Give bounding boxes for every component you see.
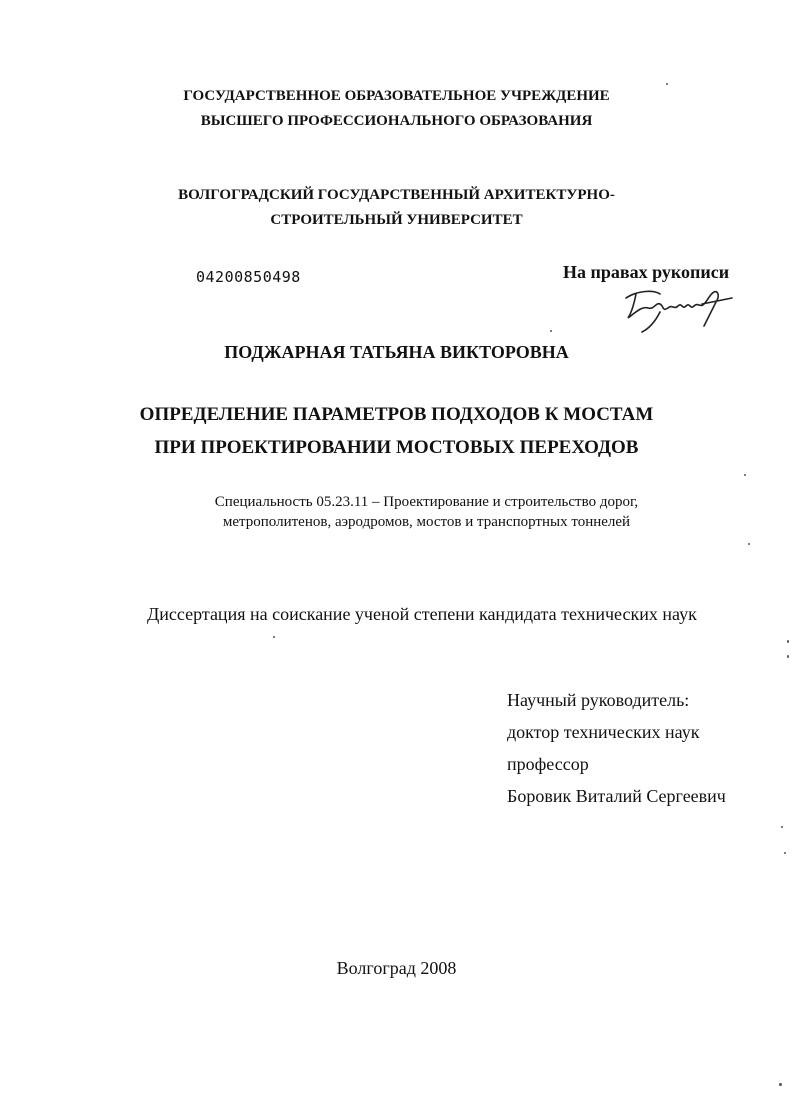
scan-speck: [744, 474, 746, 476]
specialty-line-2: метрополитенов, аэродромов, мостов и транспортных тоннелей: [222, 514, 631, 530]
supervisor-degree: доктор технических наук: [507, 722, 700, 742]
specialty-line-1: Специальность 05.23.11 – Проектирование и строительство дорог,: [214, 494, 639, 510]
scan-speck: [779, 1083, 782, 1086]
manuscript-rights: На правах рукописи: [563, 262, 730, 282]
title-line-1: ОПРЕДЕЛЕНИЕ ПАРАМЕТРОВ ПОДХОДОВ К МОСТАМ: [139, 404, 654, 425]
supervisor-rank: профессор: [507, 754, 589, 774]
institution-line-1: ГОСУДАРСТВЕННОЕ ОБРАЗОВАТЕЛЬНОЕ УЧРЕЖДЕНИЕ: [183, 88, 610, 104]
university-line-2: СТРОИТЕЛЬНЫЙ УНИВЕРСИТЕТ: [270, 212, 523, 228]
title-line-2: ПРИ ПРОЕКТИРОВАНИИ МОСТОВЫХ ПЕРЕХОДОВ: [154, 437, 639, 458]
institution-line-2: ВЫСШЕГО ПРОФЕССИОНАЛЬНОГО ОБРАЗОВАНИЯ: [200, 113, 593, 129]
scan-speck: [550, 330, 552, 332]
scan-speck: [787, 640, 789, 643]
author-name: ПОДЖАРНАЯ ТАТЬЯНА ВИКТОРОВНА: [224, 342, 569, 362]
scan-speck: [666, 83, 668, 85]
supervisor-label: Научный руководитель:: [507, 690, 690, 710]
place-year: Волгоград 2008: [336, 958, 457, 978]
catalog-number: 04200850498: [196, 268, 301, 286]
handwritten-signature: [620, 282, 740, 334]
scan-speck: [781, 826, 783, 828]
university-line-1: ВОЛГОГРАДСКИЙ ГОСУДАРСТВЕННЫЙ АРХИТЕКТУРНО-: [178, 187, 615, 203]
degree-statement: Диссертация на соискание ученой степени кандидата технических наук: [147, 604, 697, 624]
scan-speck: [787, 655, 789, 658]
supervisor-name: Боровик Виталий Сергеевич: [507, 786, 726, 806]
scan-speck: [784, 852, 786, 854]
scan-speck: [273, 636, 275, 638]
scan-speck: [748, 543, 750, 545]
